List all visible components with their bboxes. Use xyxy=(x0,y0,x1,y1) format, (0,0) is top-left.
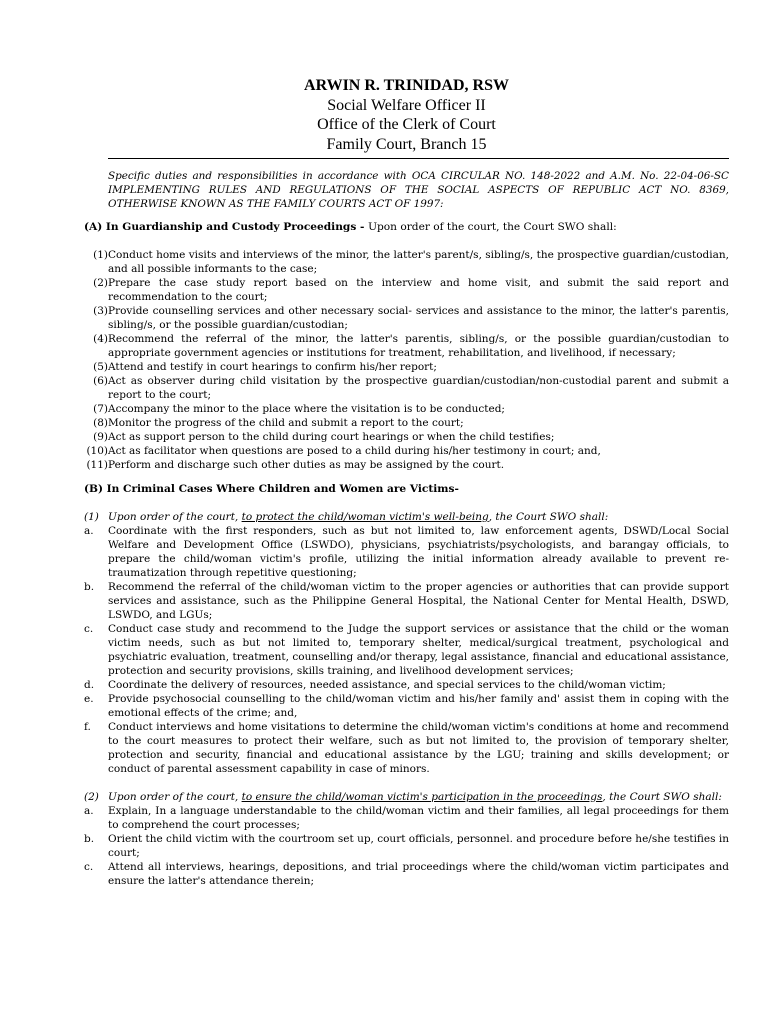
list-item xyxy=(84,580,729,622)
list-item-number: (6) xyxy=(93,374,108,387)
list-item xyxy=(84,374,729,402)
section-b1-heading xyxy=(84,510,729,524)
header-divider xyxy=(108,158,729,159)
list-item-text: Coordinate with the first responders, such as but not limited to, law enforcement agents, DSWD/Local Social Welfare and Development Office (LSWDO), physicians, psychiatrists/psychologists, and barangay officials, to prepare the child/woman victim's profile, utilizing the initial information already available to prevent re-traumatization through repetitive questioning; xyxy=(108,525,729,580)
section-b1-post: , the Court SWO shall: xyxy=(488,511,609,524)
section-b2-heading xyxy=(84,790,729,804)
list-item-number: b. xyxy=(84,833,95,846)
list-item-number: f. xyxy=(84,721,91,734)
section-b2-number: (2) xyxy=(84,791,99,804)
section-b1-underlined: to protect the child/woman victim's well-being xyxy=(241,511,489,524)
list-item-number: c. xyxy=(84,623,94,636)
list-item-number: (5) xyxy=(93,360,108,373)
list-item-text: Orient the child victim with the courtroom set up, court officials, personnel. and procedure before he/she testifies in court; xyxy=(108,833,729,860)
list-item-number: (10) xyxy=(86,444,108,457)
list-item xyxy=(84,276,729,304)
list-item-text: Act as support person to the child during court hearings or when the child testifies; xyxy=(108,430,555,443)
list-item-number: (9) xyxy=(93,430,108,443)
list-item-number: d. xyxy=(84,679,95,692)
list-item-number: (8) xyxy=(93,416,108,429)
section-b2-pre: Upon order of the court, xyxy=(108,791,242,804)
officer-position: Social Welfare Officer II xyxy=(327,96,486,114)
court-name: Family Court, Branch 15 xyxy=(326,135,487,153)
intro-paragraph: Specific duties and responsibilities in accordance with OCA CIRCULAR NO. 148-2022 and A.M. No. 22-04-06-SC IMPLEMENTING RULES AND REGULATIONS OF THE SOCIAL ASPECTS OF REPUBLIC ACT NO. 8369, OTHERWISE KNOWN AS THE FAMILY COURTS ACT OF 1997: xyxy=(108,170,729,211)
list-item-text: Conduct interviews and home visitations to determine the child/woman victim's conditions at home and recommend to the court measures to protect their welfare, such as but not limited to, the provision of temporary shelter, protection and security, financial and educational assistance by the LGU; training and skills development; or conduct of parental assessment capability in case of minors. xyxy=(108,721,729,776)
list-item-text: Conduct case study and recommend to the Judge the support services or assistance that the child or the woman victim needs, such as but not limited to, temporary shelter, medical/surgical treatment, psychological and psychiatric evaluation, treatment, counselling and/or therapy, legal assistance, financial and educational assistance, protection and security provisions, skills training, and livelihood development services; xyxy=(108,623,729,678)
section-b1-pre: Upon order of the court, xyxy=(108,511,242,524)
section-b1-number: (1) xyxy=(84,511,99,524)
list-item xyxy=(84,416,729,430)
list-item-number: (4) xyxy=(93,332,108,345)
list-item-text: Accompany the minor to the place where the visitation is to be conducted; xyxy=(108,402,505,415)
list-item xyxy=(84,832,729,860)
letterhead xyxy=(84,76,729,154)
list-item-text: Recommend the referral of the minor, the latter's parentis, sibling/s, or the possible guardian/custodian to appropriate government agencies or institutions for treatment, rehabilitation, and livelihood, if necessary; xyxy=(108,332,729,359)
section-a-heading xyxy=(84,220,729,234)
list-item-text: Conduct home visits and interviews of the minor, the latter's parent/s, sibling/s, the prospective guardian/custodian, and all possible informants to the case; xyxy=(108,248,729,275)
list-item xyxy=(84,444,729,458)
list-item xyxy=(84,304,729,332)
officer-name: ARWIN R. TRINIDAD, RSW xyxy=(304,77,509,94)
document-page xyxy=(84,76,729,888)
section-a-list xyxy=(84,248,729,472)
list-item-text: Act as facilitator when questions are posed to a child during his/her testimony in court; and, xyxy=(108,444,601,457)
list-item-text: Explain, In a language understandable to the child/woman victim and their families, all legal proceedings for them to comprehend the court processes; xyxy=(108,805,729,832)
list-item-number: a. xyxy=(84,525,94,538)
list-item-text: Attend all interviews, hearings, depositions, and trial proceedings where the child/woman victim participates and ensure the latter's attendance therein; xyxy=(108,861,729,888)
section-b1-list xyxy=(84,524,729,776)
section-b-heading xyxy=(84,482,729,496)
office-name: Office of the Clerk of Court xyxy=(317,116,496,133)
list-item xyxy=(84,430,729,444)
list-item-number: (1) xyxy=(93,248,108,261)
list-item xyxy=(84,458,729,472)
list-item-number: e. xyxy=(84,693,94,706)
list-item xyxy=(84,678,729,692)
section-b2-list xyxy=(84,804,729,888)
list-item xyxy=(84,860,729,888)
list-item-text: Attend and testify in court hearings to confirm his/her report; xyxy=(108,360,437,373)
list-item-number: a. xyxy=(84,805,94,818)
list-item-text: Perform and discharge such other duties as may be assigned by the court. xyxy=(108,458,505,471)
list-item-text: Monitor the progress of the child and submit a report to the court; xyxy=(108,416,464,429)
list-item xyxy=(84,692,729,720)
list-item-text: Provide counselling services and other necessary social- services and assistance to the minor, the latter's parentis, sibling/s, or the possible guardian/custodian; xyxy=(108,304,729,331)
list-item-number: (7) xyxy=(93,402,108,415)
list-item xyxy=(84,360,729,374)
list-item xyxy=(84,248,729,276)
list-item-number: b. xyxy=(84,581,95,594)
list-item xyxy=(84,622,729,678)
section-b2-post: , the Court SWO shall: xyxy=(602,791,722,804)
list-item xyxy=(84,720,729,776)
section-b2-underlined: to ensure the child/woman victim's participation in the proceedings xyxy=(241,791,603,804)
list-item-text: Act as observer during child visitation by the prospective guardian/custodian/non-custodial parent and submit a report to the court; xyxy=(108,374,729,401)
list-item xyxy=(84,804,729,832)
list-item-text: Recommend the referral of the child/woman victim to the proper agencies or authorities that can provide support services and assistance, such as the Philippine General Hospital, the National Center for Mental Health, DSWD, LSWDO, and LGUs; xyxy=(108,581,729,622)
list-item xyxy=(84,402,729,416)
list-item-text: Prepare the case study report based on the interview and home visit, and submit the said report and recommendation to the court; xyxy=(108,276,729,303)
section-a-lead: Upon order of the court, the Court SWO shall: xyxy=(368,220,617,233)
list-item-text: Coordinate the delivery of resources, needed assistance, and special services to the child/woman victim; xyxy=(108,679,666,692)
list-item-number: (3) xyxy=(93,304,108,317)
section-b-title: (B) In Criminal Cases Where Children and Women are Victims- xyxy=(84,482,459,495)
section-a-title: (A) In Guardianship and Custody Proceedings - xyxy=(84,220,369,233)
list-item xyxy=(84,524,729,580)
list-item-number: (11) xyxy=(86,458,108,471)
list-item-number: (2) xyxy=(93,276,108,289)
list-item xyxy=(84,332,729,360)
list-item-text: Provide psychosocial counselling to the child/woman victim and his/her family and' assist them in coping with the emotional effects of the crime; and, xyxy=(108,693,729,720)
list-item-number: c. xyxy=(84,861,94,874)
